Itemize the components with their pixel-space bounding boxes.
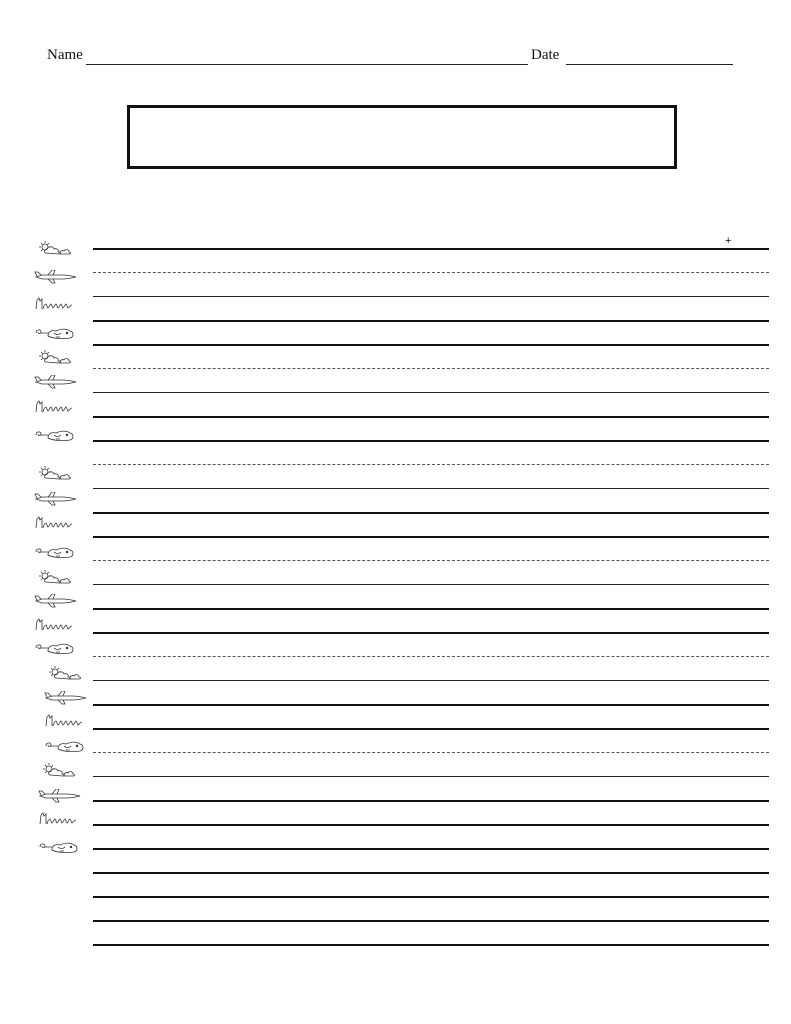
writing-line[interactable] [93,584,769,585]
writing-line[interactable] [93,728,769,730]
sun-cloud-icon [34,241,78,255]
worm-icon [34,428,78,442]
writing-line[interactable] [93,632,769,634]
writing-line[interactable] [93,440,769,442]
date-label: Date [531,47,560,63]
sun-cloud-icon [44,666,88,680]
writing-line[interactable] [93,800,769,802]
writing-line[interactable] [93,920,769,922]
writing-line[interactable] [93,776,769,777]
grass-icon [34,617,78,631]
airplane-icon [34,492,78,506]
writing-line[interactable] [93,248,769,250]
writing-line[interactable] [93,392,769,393]
writing-line[interactable] [93,272,769,273]
writing-line[interactable] [93,368,769,369]
writing-line[interactable] [93,320,769,322]
grass-icon [34,399,78,413]
writing-line[interactable] [93,296,769,297]
airplane-icon [34,375,78,389]
worm-icon [34,326,78,340]
sun-cloud-icon [34,350,78,364]
writing-line[interactable] [93,896,769,898]
writing-line[interactable] [93,872,769,874]
writing-line[interactable] [93,488,769,489]
grass-icon [38,811,82,825]
writing-line[interactable] [93,512,769,514]
sun-cloud-icon [38,763,82,777]
grass-icon [34,296,78,310]
plus-mark: + [725,235,732,247]
writing-line[interactable] [93,416,769,418]
writing-line[interactable] [93,536,769,538]
grass-icon [44,713,88,727]
worm-icon [38,840,82,854]
name-label: Name [47,47,83,63]
writing-line[interactable] [93,848,769,850]
name-field[interactable] [86,64,528,65]
airplane-icon [44,691,88,705]
writing-line[interactable] [93,344,769,346]
sun-cloud-icon [34,570,78,584]
writing-line[interactable] [93,560,769,561]
writing-line[interactable] [93,680,769,681]
title-box[interactable] [127,105,677,169]
airplane-icon [34,594,78,608]
writing-line[interactable] [93,608,769,610]
writing-line[interactable] [93,824,769,826]
writing-line[interactable] [93,656,769,657]
worm-icon [44,739,88,753]
writing-line[interactable] [93,464,769,465]
sun-cloud-icon [34,466,78,480]
airplane-icon [38,789,82,803]
grass-icon [34,515,78,529]
worm-icon [34,545,78,559]
writing-line[interactable] [93,752,769,753]
airplane-icon [34,270,78,284]
writing-line[interactable] [93,704,769,706]
date-field[interactable] [566,64,733,65]
worm-icon [34,641,78,655]
writing-line[interactable] [93,944,769,946]
